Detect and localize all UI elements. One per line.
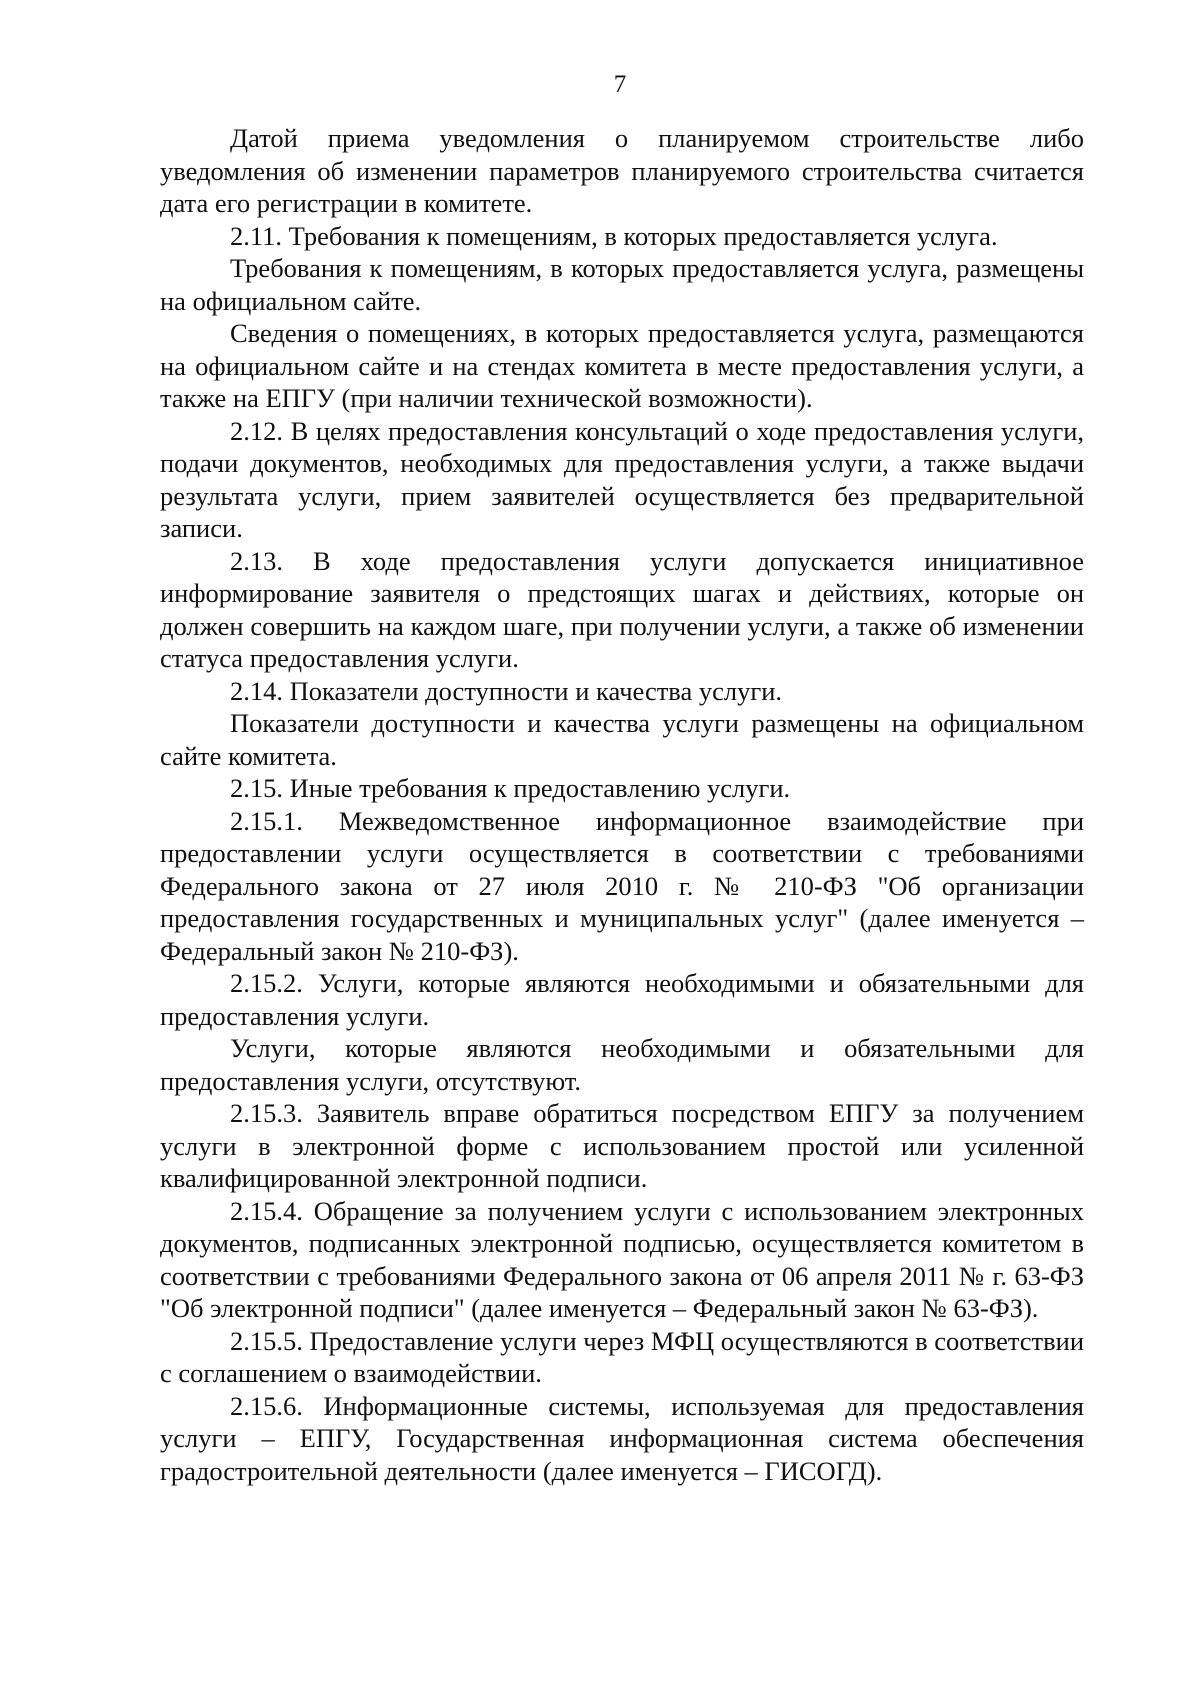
document-body xyxy=(160,122,1084,1487)
paragraph-2-15-5: 2.15.5. Предоставление услуги через МФЦ осуществляются в соответствии с соглашением о взаимодействии. xyxy=(160,1325,1084,1388)
paragraph-premises-requirements: Требования к помещениям, в которых предоставляется услуга, размещены на официальном сайте. xyxy=(160,253,1084,316)
paragraph-2-12: 2.12. В целях предоставления консультаций о ходе предоставления услуги, подачи документов, необходимых для предоставления услуги, а также выдачи результата услуги, прием заявителей осуществляется без предварительной записи. xyxy=(160,415,1084,543)
paragraph-2-15-6: 2.15.6. Информационные системы, используемая для предоставления услуги – ЕПГУ, Государственная информационная система обеспечения градостроительной деятельности (далее именуется – ГИСОГД). xyxy=(160,1390,1084,1486)
paragraph-premises-info: Сведения о помещениях, в которых предоставляется услуга, размещаются на официальном сайте и на стендах комитета в месте предоставления услуги, а также на ЕПГУ (при наличии технической возможности). xyxy=(160,318,1084,413)
paragraph-2-15-1: 2.15.1. Межведомственное информационное взаимодействие при предоставлении услуги осуществляется в соответствии с требованиями Федерального закона от 27 июля 2010 г. № 210-ФЗ "Об организации предоставления государственных и муниципальных услуг" (далее именуется – Федеральный закон № 210-ФЗ). xyxy=(160,805,1084,966)
paragraph-2-15-3: 2.15.3. Заявитель вправе обратиться посредством ЕПГУ за получением услуги в электронной форме с использованием простой или усиленной квалифицированной электронной подписи. xyxy=(160,1098,1084,1193)
paragraph-2-13: 2.13. В ходе предоставления услуги допускается инициативное информирование заявителя о предстоящих шагах и действиях, которые он должен совершить на каждом шаге, при получении услуги, а также об изменении статуса предоставления услуги. xyxy=(160,545,1084,673)
page-number: 7 xyxy=(613,71,627,98)
paragraph-2-15-heading: 2.15. Иные требования к предоставлению услуги. xyxy=(230,773,791,803)
paragraph-2-15-2: 2.15.2. Услуги, которые являются необходимыми и обязательными для предоставления услуги. xyxy=(160,968,1084,1031)
paragraph-required-services: Услуги, которые являются необходимыми и обязательными для предоставления услуги, отсутствуют. xyxy=(160,1033,1084,1096)
paragraph-2-11-heading: 2.11. Требования к помещениям, в которых предоставляется услуга. xyxy=(230,220,998,251)
paragraph-quality-indicators: Показатели доступности и качества услуги размещены на официальном сайте комитета. xyxy=(160,708,1084,771)
paragraph-2-14-heading: 2.14. Показатели доступности и качества услуги. xyxy=(230,675,783,706)
paragraph-2-15-4: 2.15.4. Обращение за получением услуги с использованием электронных документов, подписанных электронной подписью, осуществляется комитетом в соответствии с требованиями Федерального закона от 06 апреля 2011 № г. 63-ФЗ "Об электронной подписи" (далее именуется – Федеральный закон № 63-ФЗ). xyxy=(160,1195,1084,1323)
paragraph-notification-date: Датой приема уведомления о планируемом строительстве либо уведомления об изменении параметров планируемого строительства считается дата его регистрации в комитете. xyxy=(160,123,1084,218)
